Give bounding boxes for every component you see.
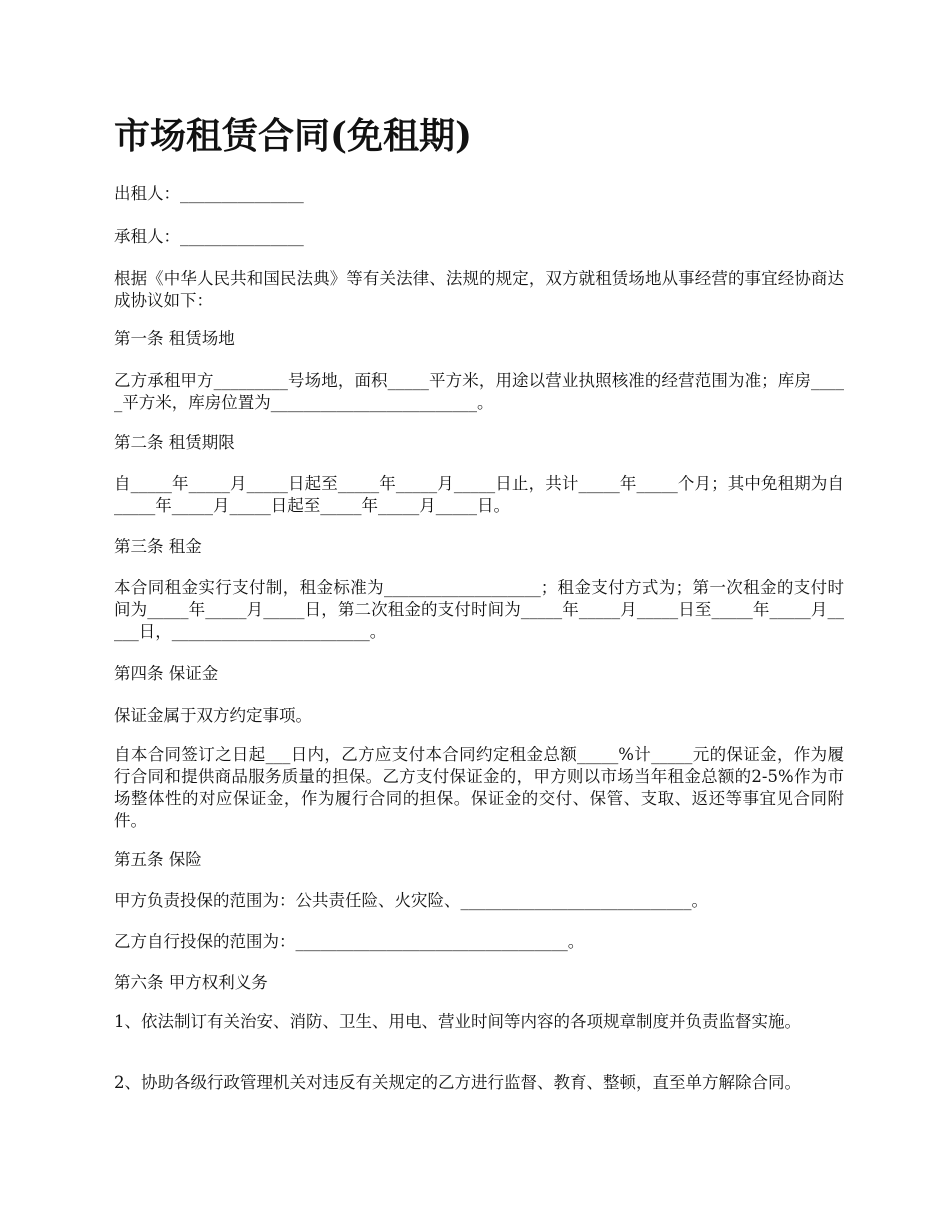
article-5-lessee-insurance: 乙方自行投保的范围为：_________________________________。 xyxy=(114,932,585,951)
document-title: 市场租赁合同(免租期) xyxy=(114,115,473,157)
article-2-body: 自_____年_____月_____日起至_____年_____月_____日止，共计_____年_____个月；其中免租期为自_____年_____月_____日起至_____年_____月_____日。 xyxy=(114,474,844,515)
article-5-lessor-insurance: 甲方负责投保的范围为：公共责任险、火灾险、____________________________。 xyxy=(114,891,708,910)
article-4-heading: 第四条 保证金 xyxy=(114,664,219,683)
article-3-heading: 第三条 租金 xyxy=(114,537,202,556)
article-1-body: 乙方承租甲方_________号场地，面积_____平方米，用途以营业执照核准的经营范围为准；库房_____平方米，库房位置为_________________________。 xyxy=(114,371,844,412)
lessee-line: 承租人：_______________ xyxy=(114,227,304,246)
article-2-heading: 第二条 租赁期限 xyxy=(114,433,235,452)
article-4-body: 自本合同签订之日起___日内，乙方应支付本合同约定租金总额_____%计_____元的保证金，作为履行合同和提供商品服务质量的担保。乙方支付保证金的，甲方则以市场当年租金总额的2-5%作为市场整体性的对应保证金，作为履行合同的担保。保证金的交付、保管、支取、返还等事宜见合同附件。 xyxy=(114,745,844,830)
article-4-intro: 保证金属于双方约定事项。 xyxy=(114,706,312,725)
article-6-heading: 第六条 甲方权利义务 xyxy=(114,973,268,992)
article-5-heading: 第五条 保险 xyxy=(114,850,202,869)
article-1-heading: 第一条 租赁场地 xyxy=(114,329,235,348)
article-3-body: 本合同租金实行支付制，租金标准为___________________；租金支付方式为；第一次租金的支付时间为_____年_____月_____日，第二次租金的支付时间为_____年_____月_____日至_____年_____月_____日，________________________。 xyxy=(114,578,844,641)
article-6-item-1: 1、依法制订有关治安、消防、卫生、用电、营业时间等内容的各项规章制度并负责监督实施。 xyxy=(114,1012,801,1031)
lessor-line: 出租人：_______________ xyxy=(114,184,304,203)
preamble-paragraph: 根据《中华人民共和国民法典》等有关法律、法规的规定，双方就租赁场地从事经营的事宜经协商达成协议如下： xyxy=(114,269,844,310)
article-6-item-2: 2、协助各级行政管理机关对违反有关规定的乙方进行监督、教育、整顿，直至单方解除合同。 xyxy=(114,1073,801,1092)
